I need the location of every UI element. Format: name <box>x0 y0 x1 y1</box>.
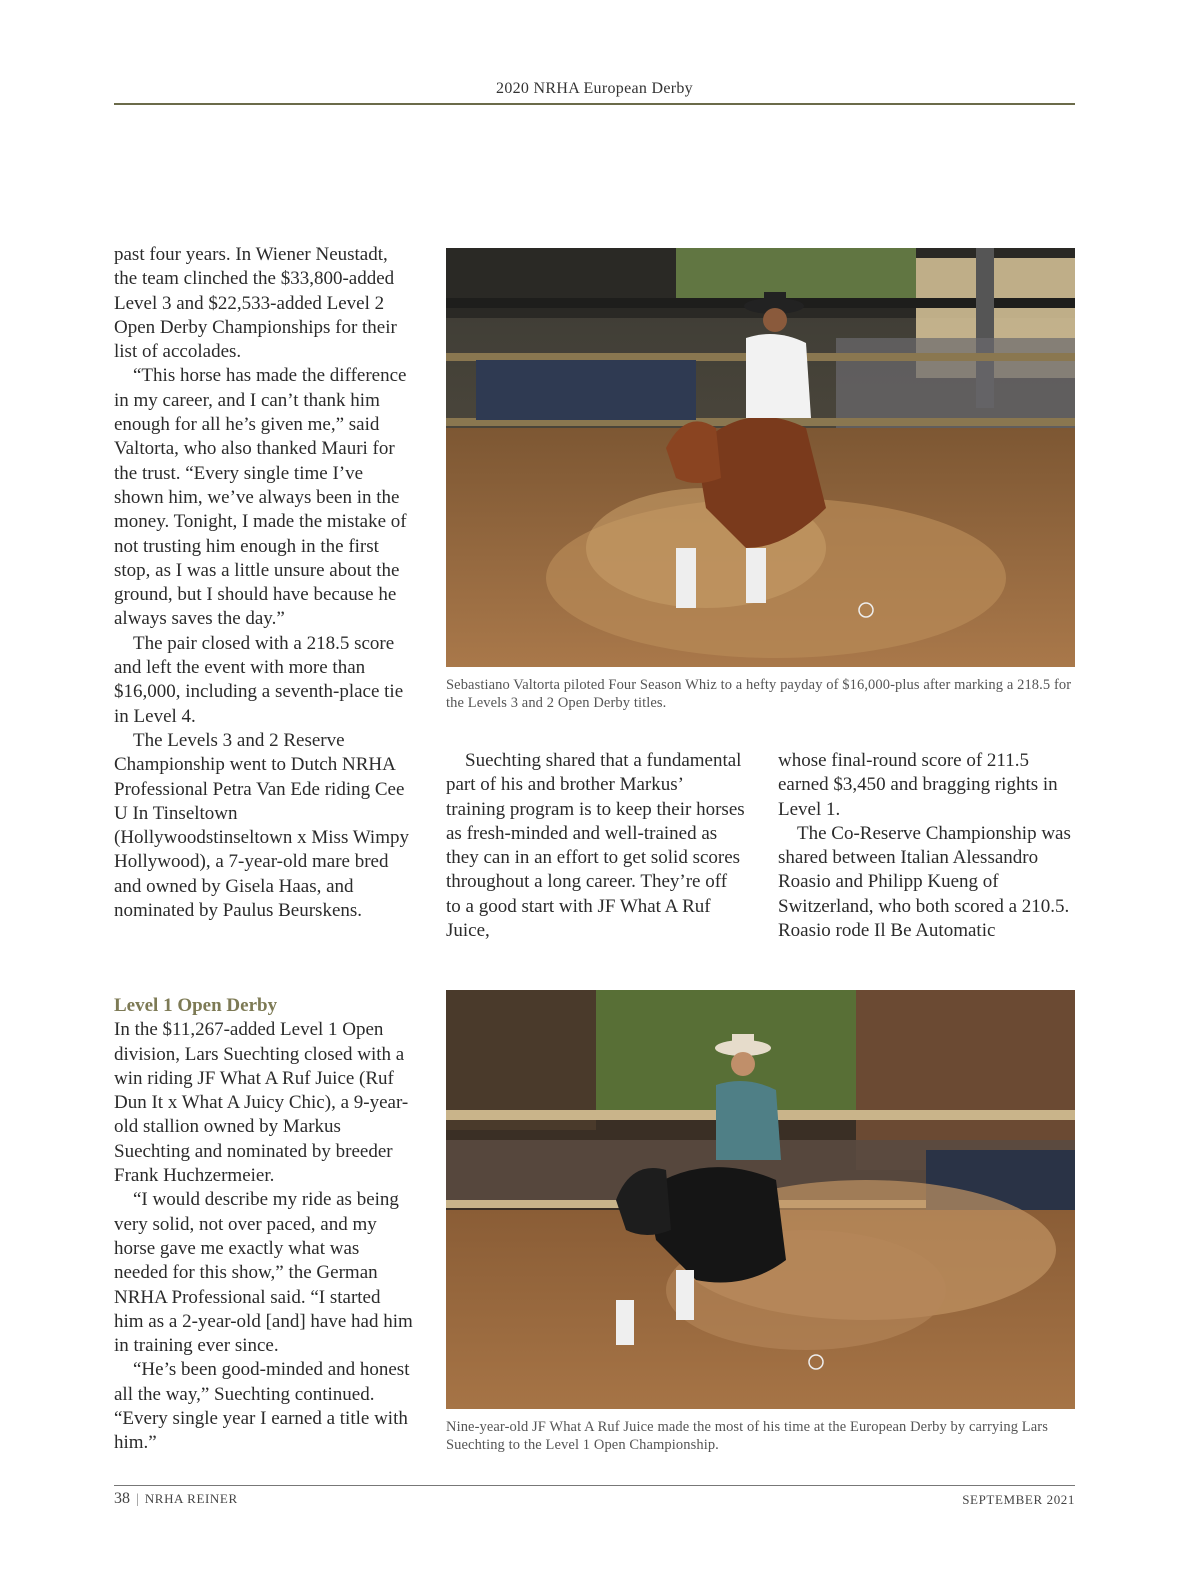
article-column-1-bottom <box>114 994 414 1456</box>
page-number: 38 <box>114 1490 130 1507</box>
paragraph: past four years. In Wiener Neustadt, the team clinched the $33,800-added Level 3 and $22,533-added Level 2 Open Derby Championships for their list of accolades. <box>114 244 397 363</box>
paragraph: In the $11,267-added Level 1 Open division, Lars Suechting closed with a win riding JF What A Ruf Juice (Ruf Dun It x What A Juicy Chic), a 9-year-old stallion owned by Markus Suechting and nominated by breeder Frank Huchzermeier. <box>114 1019 409 1187</box>
photo-2-caption: Nine-year-old JF What A Ruf Juice made the most of his time at the European Derby by carrying Lars Suechting to the Level 1 Open Championship. <box>446 1419 1048 1453</box>
magazine-name: NRHA REINER <box>144 1491 238 1506</box>
issue-date: SEPTEMBER 2021 <box>962 1492 1075 1507</box>
footer-rule <box>114 1485 1075 1486</box>
section-heading: Level 1 Open Derby <box>114 995 278 1016</box>
photo-2-illustration <box>446 990 1075 1409</box>
paragraph: “I would describe my ride as being very solid, not over paced, and my horse gave me exactly what was needed for this show,” the German NRHA Professional said. “I started him as a 2-year-old [and] have had him in training ever since. <box>114 1189 413 1357</box>
footer-separator: | <box>136 1492 139 1507</box>
paragraph: “This horse has made the difference in my career, and I can’t thank him enough for all he’s given me,” said Valtorta, who also thanked Mauri for the trust. “Every single time I’ve shown him, we’ve always been in the money. Tonight, I made the mistake of not trusting him enough in the first stop, as I was a little unsure about the ground, but I should have because he always saves the day.” <box>114 365 407 630</box>
photo-1-illustration <box>446 248 1075 667</box>
paragraph: Suechting shared that a fundamental part of his and brother Markus’ training program is to keep their horses as fresh-minded and well-trained as they can in an effort to get solid scores throughout a long career. They’re off to a good start with JF What A Ruf Juice, <box>446 750 745 942</box>
header-rule <box>114 103 1075 105</box>
paragraph: whose final-round score of 211.5 earned $3,450 and bragging rights in Level 1. <box>778 750 1058 820</box>
photo-reining-horse-chestnut <box>446 248 1075 667</box>
running-header: 2020 NRHA European Derby <box>496 80 693 97</box>
paragraph: The Co-Reserve Championship was shared between Italian Alessandro Roasio and Philipp Kueng of Switzerland, who both scored a 210.5. Roasio rode Il Be Automatic <box>778 822 1071 942</box>
article-column-1-top <box>114 243 414 923</box>
paragraph: “He’s been good-minded and honest all the way,” Suechting continued. “Every single year I earned a title with him.” <box>114 1359 410 1454</box>
article-column-3 <box>778 749 1078 943</box>
photo-reining-horse-black <box>446 990 1075 1409</box>
photo-1-caption: Sebastiano Valtorta piloted Four Season Whiz to a hefty payday of $16,000-plus after marking a 218.5 for the Levels 3 and 2 Open Derby titles. <box>446 677 1072 711</box>
article-column-2 <box>446 749 746 943</box>
footer-left <box>114 1490 238 1508</box>
paragraph: The pair closed with a 218.5 score and left the event with more than $16,000, including a seventh-place tie in Level 4. <box>114 632 404 727</box>
paragraph: The Levels 3 and 2 Reserve Championship went to Dutch NRHA Professional Petra Van Ede riding Cee U In Tinseltown (Hollywoodstinseltown x Miss Wimpy Hollywood), a 7-year-old mare bred and owned by Gisela Haas, and nominated by Paulus Beurskens. <box>114 729 409 922</box>
